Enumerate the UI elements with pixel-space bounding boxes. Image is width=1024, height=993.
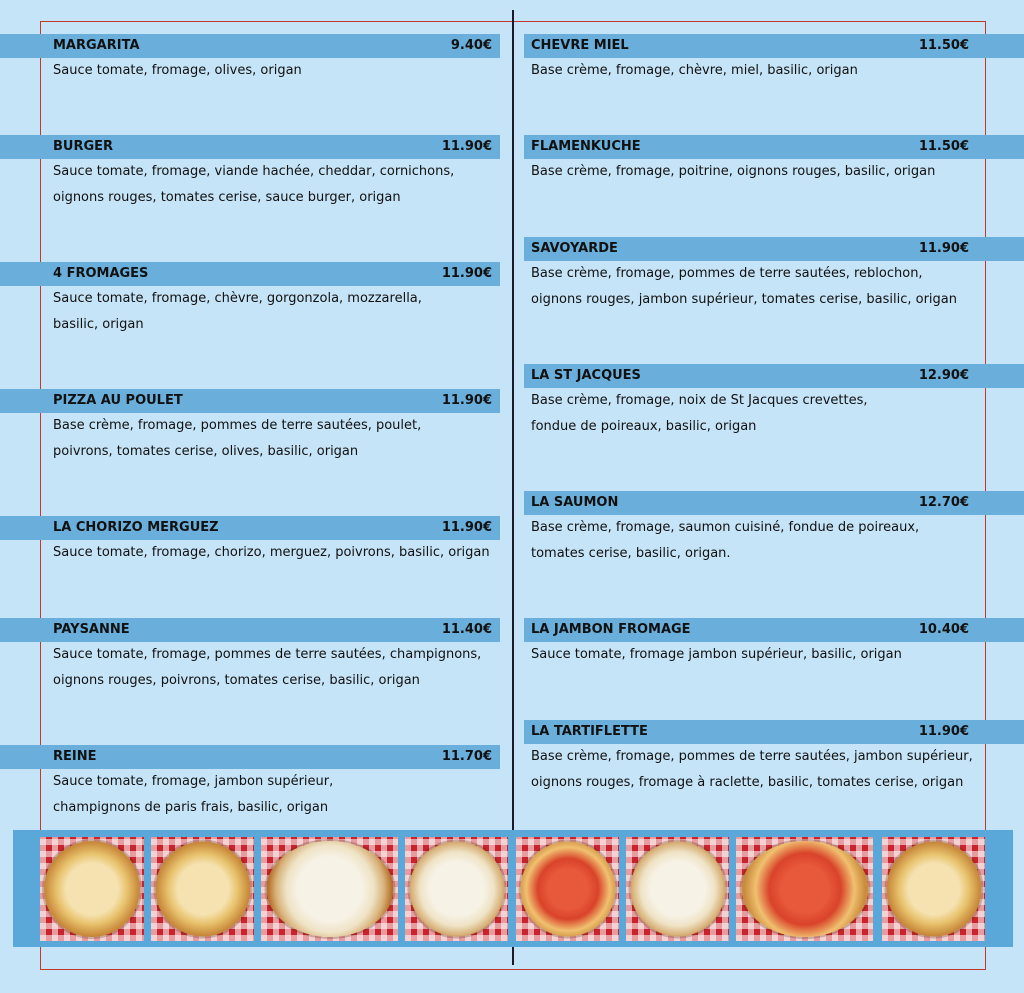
item-header-bar (0, 745, 500, 769)
item-header-bar (524, 364, 1024, 388)
item-name: CHEVRE MIEL (531, 38, 629, 53)
description-line: Sauce tomate, fromage jambon supérieur, basilic, origan (531, 647, 902, 662)
item-description (531, 261, 957, 312)
description-line: oignons rouges, tomates cerise, sauce burger, origan (53, 189, 401, 205)
item-description (53, 413, 421, 464)
item-price: 10.40€ (918, 622, 969, 637)
item-header-bar (0, 618, 500, 642)
item-price: 12.70€ (918, 495, 969, 510)
item-header-bar (0, 516, 500, 540)
item-header-bar (524, 618, 1024, 642)
item-price: 11.90€ (441, 520, 492, 535)
description-line: Base crème, fromage, pommes de terre sautées, poulet, (53, 418, 422, 433)
description-line: champignons de paris frais, basilic, origan (53, 799, 329, 815)
item-name: REINE (53, 749, 97, 764)
description-line: Base crème, fromage, pommes de terre sautées, reblochon, (531, 266, 923, 281)
item-price: 11.50€ (918, 139, 969, 154)
item-header-bar (0, 262, 500, 286)
pizza-photo-strip (13, 830, 1013, 947)
item-description (531, 744, 973, 795)
description-line: Base crème, fromage, poitrine, oignons rouges, basilic, origan (531, 164, 936, 179)
item-description (53, 58, 302, 84)
description-line: oignons rouges, poivrons, tomates cerise, basilic, origan (53, 672, 420, 688)
item-price: 12.90€ (918, 368, 969, 383)
item-name: LA CHORIZO MERGUEZ (53, 520, 219, 535)
item-header-bar (524, 237, 1024, 261)
description-line: oignons rouges, jambon supérieur, tomates cerise, basilic, origan (531, 291, 958, 307)
item-name: 4 FROMAGES (53, 266, 149, 281)
pizza-icon (520, 842, 615, 937)
pizza-icon (741, 841, 868, 937)
item-name: PIZZA AU POULET (53, 393, 183, 408)
item-price: 11.90€ (441, 393, 492, 408)
description-line: fondue de poireaux, basilic, origan (531, 418, 757, 434)
description-line: Base crème, fromage, noix de St Jacques crevettes, (531, 393, 868, 408)
column-divider (512, 10, 514, 965)
description-line: Sauce tomate, fromage, chèvre, gorgonzola, mozzarella, (53, 291, 422, 306)
pizza-photo-4-fromages (40, 837, 144, 941)
item-description (531, 388, 867, 439)
description-line: Sauce tomate, fromage, chorizo, merguez, poivrons, basilic, origan (53, 545, 490, 560)
item-price: 11.90€ (441, 266, 492, 281)
pizza-icon (266, 841, 393, 937)
item-price: 11.70€ (441, 749, 492, 764)
item-name: FLAMENKUCHE (531, 139, 641, 154)
item-name: PAYSANNE (53, 622, 130, 637)
description-line: Sauce tomate, fromage, viande hachée, cheddar, cornichons, (53, 164, 455, 179)
item-description (53, 642, 481, 693)
pizza-photo-chorizo (516, 837, 619, 941)
item-price: 11.50€ (918, 38, 969, 53)
pizza-icon (155, 842, 250, 937)
description-line: Sauce tomate, fromage, pommes de terre sautées, champignons, (53, 647, 482, 662)
description-line: oignons rouges, fromage à raclette, basilic, tomates cerise, origan (531, 774, 964, 790)
item-description (531, 159, 935, 185)
item-price: 11.90€ (918, 241, 969, 256)
item-description (53, 769, 333, 820)
item-description (53, 286, 422, 337)
item-name: LA SAUMON (531, 495, 619, 510)
pizza-photo-paysanne (736, 837, 873, 941)
description-line: poivrons, tomates cerise, olives, basilic, origan (53, 443, 359, 459)
pizza-icon (44, 841, 140, 937)
pizza-photo-burger (151, 837, 254, 941)
description-line: Base crème, fromage, pommes de terre sautées, jambon supérieur, (531, 749, 973, 764)
item-header-bar (524, 720, 1024, 744)
pizza-photo-chevre-miel (626, 837, 729, 941)
item-header-bar (0, 34, 500, 58)
pizza-icon (409, 842, 504, 937)
item-header-bar (0, 135, 500, 159)
description-line: basilic, origan (53, 316, 144, 332)
item-header-bar (524, 135, 1024, 159)
pizza-photo-savoyarde (405, 837, 508, 941)
item-description (531, 515, 919, 566)
description-line: Base crème, fromage, saumon cuisiné, fondue de poireaux, (531, 520, 920, 535)
item-name: BURGER (53, 139, 114, 154)
description-line: tomates cerise, basilic, origan. (531, 545, 731, 561)
item-name: MARGARITA (53, 38, 140, 53)
item-name: LA TARTIFLETTE (531, 724, 648, 739)
item-header-bar (524, 34, 1024, 58)
item-name: SAVOYARDE (531, 241, 618, 256)
pizza-photo-tartiflette (882, 837, 985, 941)
description-line: Sauce tomate, fromage, jambon supérieur, (53, 774, 334, 789)
item-header-bar (0, 389, 500, 413)
item-description (531, 642, 902, 668)
item-description (53, 540, 490, 566)
item-description (53, 159, 454, 210)
item-header-bar (524, 491, 1024, 515)
item-price: 11.40€ (441, 622, 492, 637)
item-price: 11.90€ (441, 139, 492, 154)
item-name: LA ST JACQUES (531, 368, 641, 383)
item-price: 9.40€ (450, 38, 492, 53)
item-price: 11.90€ (918, 724, 969, 739)
pizza-icon (630, 842, 725, 937)
description-line: Base crème, fromage, chèvre, miel, basilic, origan (531, 63, 858, 78)
item-description (531, 58, 858, 84)
item-name: LA JAMBON FROMAGE (531, 622, 691, 637)
pizza-photo-reine (261, 837, 398, 941)
pizza-icon (886, 842, 981, 937)
description-line: Sauce tomate, fromage, olives, origan (53, 63, 302, 78)
